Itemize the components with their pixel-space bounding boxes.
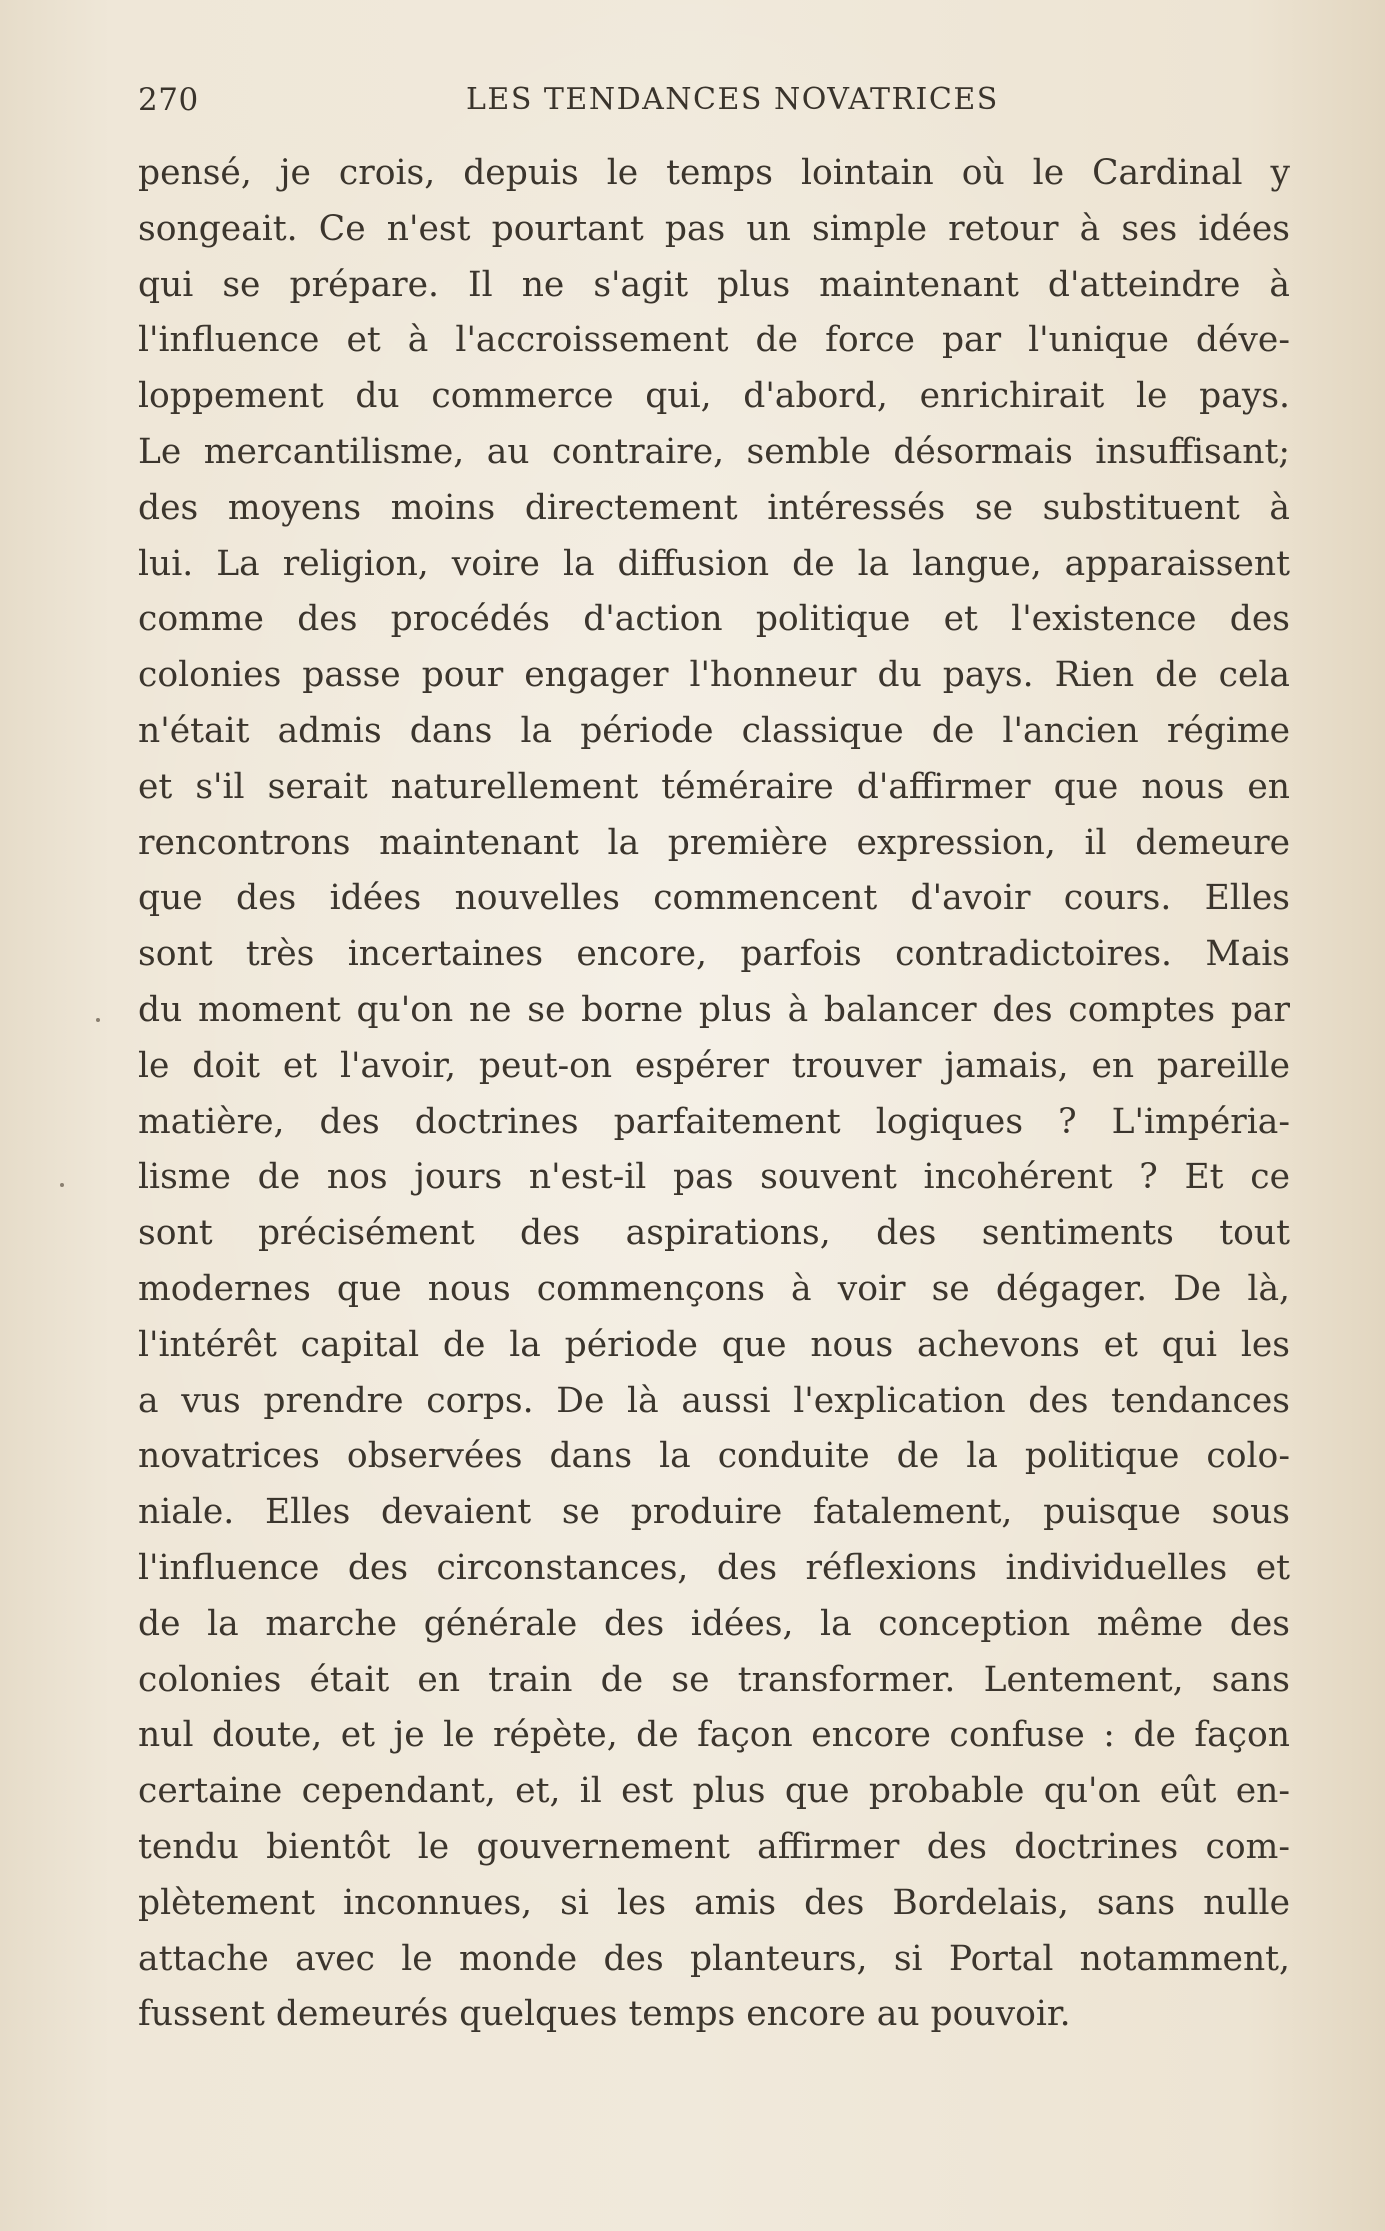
text-line: novatrices observées dans la conduite de la politique colo- (138, 1436, 1290, 1477)
page-header (138, 76, 1290, 124)
text-line: plètement inconnues, si les amis des Bordelais, sans nulle (138, 1882, 1290, 1923)
text-line: qui se prépare. Il ne s'agit plus maintenant d'atteindre à (138, 264, 1290, 305)
text-line: Le mercantilisme, au contraire, semble désormais insuffisant; (138, 431, 1290, 472)
text-line: colonies était en train de se transformer. Lentement, sans (138, 1659, 1290, 1700)
text-line: matière, des doctrines parfaitement logiques ? L'impéria- (138, 1101, 1290, 1142)
paper-speck (60, 1183, 64, 1187)
text-line: attache avec le monde des planteurs, si Portal notamment, (138, 1938, 1290, 1979)
text-line: certaine cependant, et, il est plus que probable qu'on eût en- (138, 1771, 1290, 1812)
text-line: et s'il serait naturellement téméraire d'affirmer que nous en (138, 766, 1290, 807)
text-line: l'influence et à l'accroissement de force par l'unique déve- (138, 320, 1290, 361)
text-line: songeait. Ce n'est pourtant pas un simple retour à ses idées (138, 208, 1290, 249)
paper-speck (96, 1018, 100, 1022)
text-line: sont très incertaines encore, parfois contradictoires. Mais (138, 934, 1290, 975)
text-line: du moment qu'on ne se borne plus à balancer des comptes par (138, 989, 1290, 1030)
text-line: rencontrons maintenant la première expression, il demeure (138, 822, 1290, 863)
page-number: 270 (138, 82, 199, 118)
text-line: des moyens moins directement intéressés se substituent à (138, 487, 1290, 528)
text-line-last: fussent demeurés quelques temps encore au pouvoir. (138, 1994, 1071, 2035)
text-line: n'était admis dans la période classique de l'ancien régime (138, 710, 1290, 751)
text-line: comme des procédés d'action politique et l'existence des (138, 599, 1290, 640)
text-line: modernes que nous commençons à voir se dégager. De là, (138, 1268, 1290, 1309)
running-head: LES TENDANCES NOVATRICES (466, 82, 999, 117)
text-line: colonies passe pour engager l'honneur du pays. Rien de cela (138, 655, 1290, 696)
text-line: que des idées nouvelles commencent d'avoir cours. Elles (138, 878, 1290, 919)
text-line: tendu bientôt le gouvernement affirmer des doctrines com- (138, 1826, 1290, 1867)
text-line: niale. Elles devaient se produire fatalement, puisque sous (138, 1492, 1290, 1533)
text-line: le doit et l'avoir, peut-on espérer trouver jamais, en pareille (138, 1045, 1290, 1086)
text-line: pensé, je crois, depuis le temps lointain où le Cardinal y (138, 153, 1290, 193)
text-line: lui. La religion, voire la diffusion de la langue, apparaissent (138, 543, 1290, 584)
text-line: de la marche générale des idées, la conception même des (138, 1603, 1290, 1644)
text-line: nul doute, et je le répète, de façon encore confuse : de façon (138, 1715, 1290, 1756)
text-line: a vus prendre corps. De là aussi l'explication des tendances (138, 1380, 1290, 1421)
text-line: loppement du commerce qui, d'abord, enrichirait le pays. (138, 376, 1290, 417)
text-line: lisme de nos jours n'est-il pas souvent incohérent ? Et ce (138, 1157, 1290, 1198)
text-line: l'influence des circonstances, des réflexions individuelles et (138, 1547, 1290, 1588)
body-text (138, 146, 1290, 2043)
text-line: l'intérêt capital de la période que nous achevons et qui les (138, 1324, 1290, 1365)
text-line: sont précisément des aspirations, des sentiments tout (138, 1213, 1290, 1254)
